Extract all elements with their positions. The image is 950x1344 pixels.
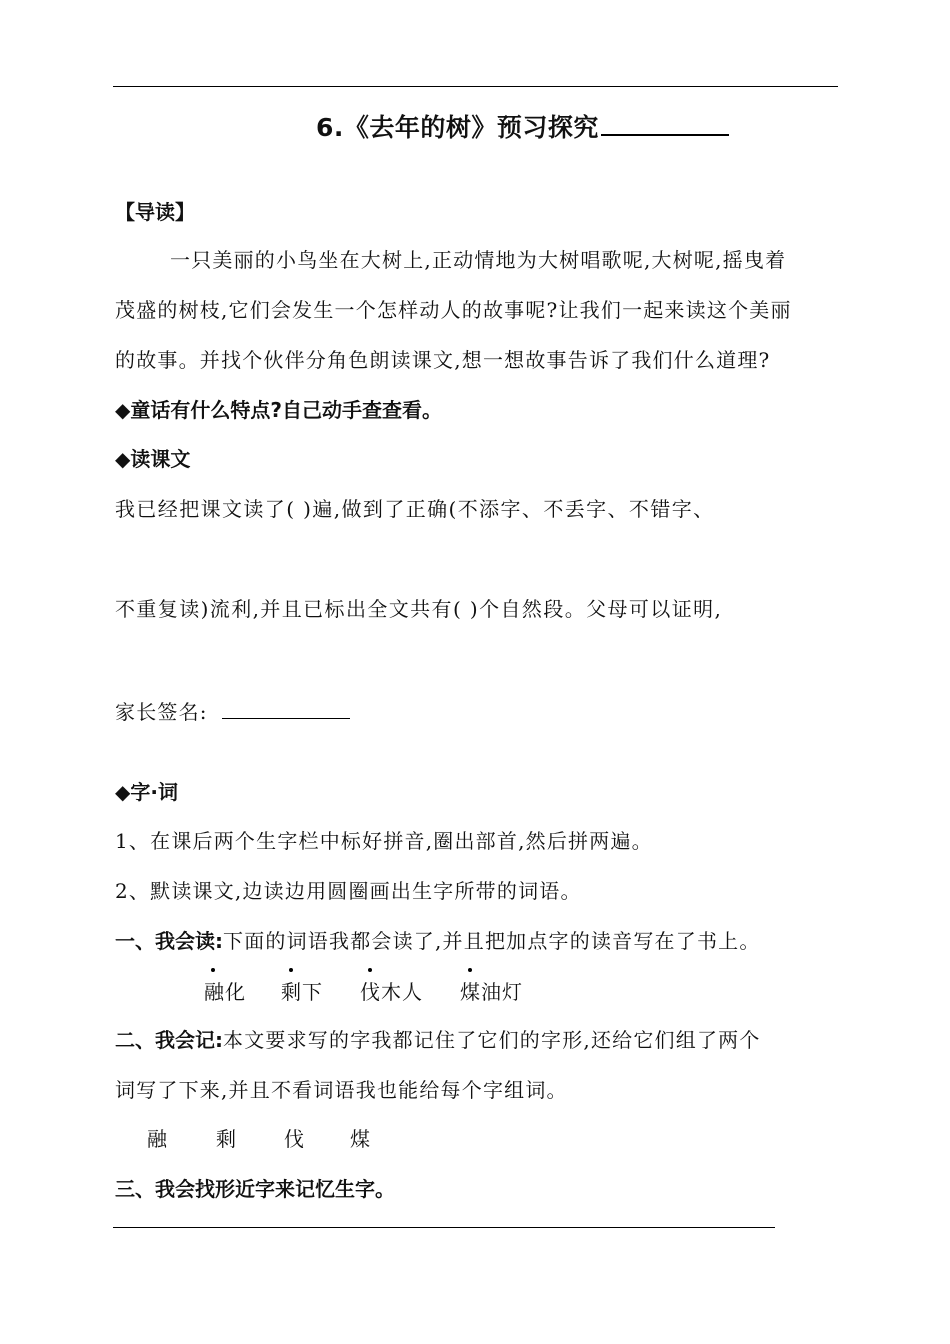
emphasis-dot (368, 968, 372, 972)
read-line-1: 我已经把课文读了( )遍,做到了正确(不添字、不丢字、不错字、 (115, 497, 715, 521)
task2-line-2: 词写了下来,并且不看词语我也能给每个字组词。 (115, 1078, 568, 1102)
word-item: 剩下 (281, 980, 323, 1004)
char-item: 煤 (350, 1127, 370, 1151)
zici-heading: ◆字·词 (115, 780, 178, 804)
signature-line (222, 702, 350, 719)
task1-label: 一、我会读: (115, 929, 223, 953)
footer-rule (113, 1227, 775, 1228)
zici-item-2: 2、默读课文,边读边用圆圈画出生字所带的词语。 (115, 879, 582, 903)
signature-label: 家长签名: (115, 700, 208, 724)
signature-row (115, 696, 350, 725)
zici-item-1: 1、在课后两个生字栏中标好拼音,圈出部首,然后拼两遍。 (115, 829, 653, 853)
emphasis-dot (468, 968, 472, 972)
task1-row (115, 925, 761, 954)
emphasis-dot (211, 968, 215, 972)
word-item: 融化 (204, 980, 246, 1004)
daodu-line-1: 一只美丽的小鸟坐在大树上,正动情地为大树唱歌呢,大树呢,摇曳着 (170, 248, 787, 272)
emphasis-dot (289, 968, 293, 972)
title-blank-line (601, 112, 729, 136)
task2-row (115, 1024, 761, 1053)
read-line-2: 不重复读)流利,并且已标出全文共有( )个自然段。父母可以证明, (115, 597, 723, 621)
word-item: 伐木人 (360, 980, 423, 1004)
page-title (316, 108, 729, 144)
char-item: 剩 (216, 1127, 236, 1151)
daodu-heading: 【导读】 (115, 200, 195, 224)
daodu-line-2: 茂盛的树枝,它们会发生一个怎样动人的故事呢?让我们一起来读这个美丽 (115, 298, 792, 322)
task2-label: 二、我会记: (115, 1028, 223, 1052)
task2-text: 本文要求写的字我都记住了它们的字形,还给它们组了两个 (223, 1028, 761, 1052)
header-rule (113, 86, 838, 87)
task1-text: 下面的词语我都会读了,并且把加点字的读音写在了书上。 (223, 929, 761, 953)
task3-label: 三、我会找形近字来记忆生字。 (115, 1177, 395, 1201)
daodu-line-3: 的故事。并找个伙伴分角色朗读课文,想一想故事告诉了我们什么道理? (115, 348, 771, 372)
word-item: 煤油灯 (460, 980, 523, 1004)
fairytale-question: ◆童话有什么特点?自己动手查查看。 (115, 398, 442, 422)
read-heading: ◆读课文 (115, 447, 191, 471)
title-text: 6.《去年的树》预习探究 (316, 113, 599, 142)
char-item: 融 (147, 1127, 167, 1151)
char-item: 伐 (284, 1127, 304, 1151)
